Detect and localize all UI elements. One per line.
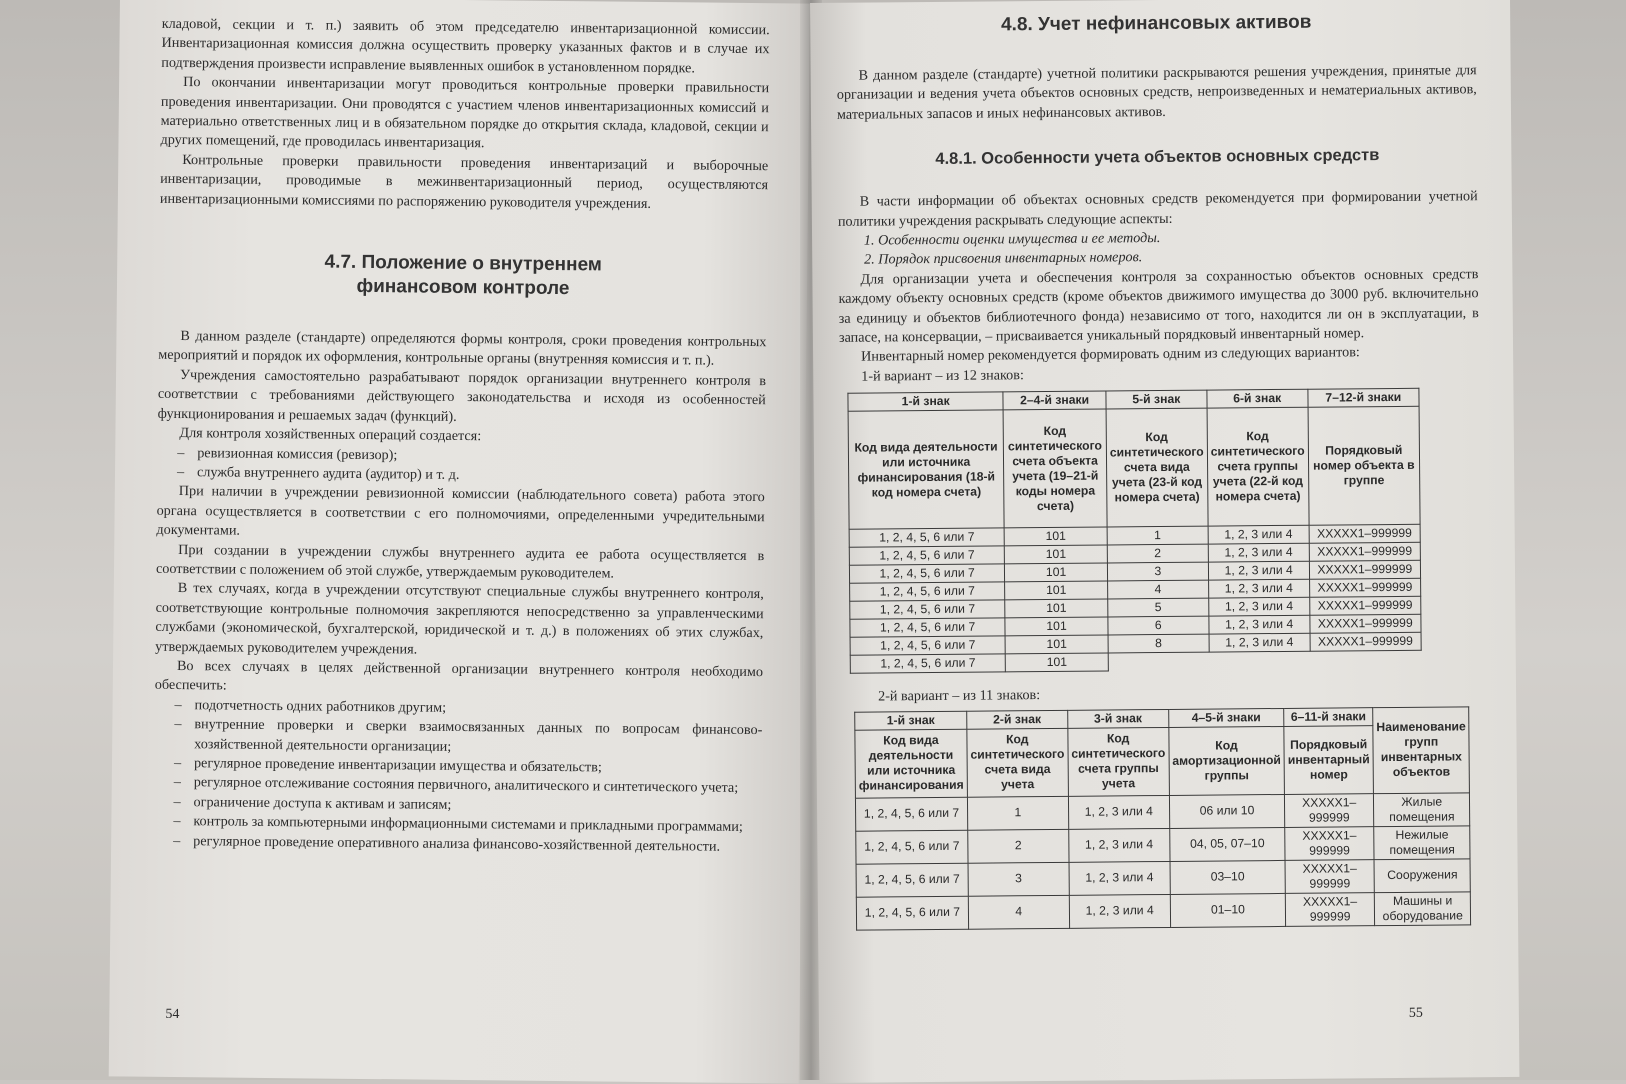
table-cell: XXXXX1–999999	[1285, 859, 1374, 893]
table-cell: 1, 2, 4, 5, 6 или 7	[850, 618, 1005, 637]
table-cell: 03–10	[1170, 860, 1286, 894]
table-header-cell: 5-й знак	[1106, 390, 1207, 409]
page-number-left: 54	[165, 1006, 180, 1023]
table-cell: 1, 2, 3 или 4	[1208, 598, 1309, 617]
table-cell: 1, 2, 4, 5, 6 или 7	[855, 797, 967, 831]
table-header-cell: 1-й знак	[848, 392, 1003, 411]
list-item: – ревизионная комиссия (ревизор);	[177, 444, 765, 470]
table-cell: 1	[1107, 526, 1208, 545]
table-subheader-cell: Порядковый номер объекта в группе	[1308, 407, 1420, 526]
table-cell: 101	[1005, 635, 1108, 654]
table-cell: 1, 2, 3 или 4	[1209, 633, 1310, 652]
table-row	[855, 793, 1470, 831]
table-subheader-cell: Код синтетического счета объекта учета (19–21-й коды номера счета)	[1003, 409, 1107, 528]
list-item: – регулярное проведение инвентаризации имущества и обязательств;	[174, 754, 762, 780]
table-cell: 1, 2, 3 или 4	[1069, 828, 1170, 862]
table-header-cell: 6–11-й знаки	[1284, 707, 1373, 726]
table-cell: 2	[968, 829, 1069, 863]
section-title-4-7	[159, 249, 767, 303]
left-paragraph-4: В данном разделе (стандарте) определяются формы контроля, сроки проведения контрольных мероприятий и порядок их оформления, контрольные органы (внутренняя комиссия и т. п.).	[158, 328, 767, 370]
table-subheader-cell: Код синтетического счета группы учета	[1068, 727, 1169, 796]
table-cell: 1	[967, 796, 1068, 830]
table-header-cell: 3-й знак	[1067, 709, 1168, 728]
table-cell: Машины и оборудование	[1374, 892, 1471, 926]
table-cell	[1310, 651, 1421, 670]
table-subheader-cell: Порядковый инвентарный номер	[1284, 725, 1373, 794]
table-cell: 101	[1005, 653, 1108, 672]
table-row	[856, 859, 1471, 897]
list-item: 1. Особенности оценки имущества и ее методы.	[878, 226, 1478, 251]
table-cell: 1, 2, 4, 5, 6 или 7	[850, 582, 1005, 601]
table-cell	[1209, 651, 1310, 670]
table-subheader-row	[848, 407, 1420, 530]
table-cell: 1, 2, 4, 5, 6 или 7	[849, 546, 1004, 565]
left-list-2	[153, 696, 763, 858]
table-header-cell: 6-й знак	[1207, 390, 1308, 409]
table-cell: 1, 2, 3 или 4	[1208, 580, 1309, 599]
list-item: – ограничение доступа к активам и записям;	[173, 793, 761, 819]
list-item: 2. Порядок присвоения инвентарных номеров.	[878, 246, 1478, 271]
left-paragraph-8: При создании в учреждении службы внутреннего аудита ее работа осуществляется в соответствии с положением об этой службе, утверждаемым руководителем.	[155, 541, 765, 582]
table-cell: 4	[968, 895, 1069, 929]
table-cell: 2	[1107, 544, 1208, 563]
table-cell: 1, 2, 4, 5, 6 или 7	[850, 600, 1005, 619]
table-cell: 101	[1005, 617, 1108, 636]
table-subheader-cell: Код синтетического счета вида учета	[967, 728, 1068, 797]
table-header-cell: Наименование групп инвентарных объектов	[1373, 707, 1470, 794]
table-cell: XXXXX1–999999	[1309, 579, 1420, 598]
table-cell: 8	[1108, 634, 1209, 653]
right-paragraph-3: Для организации учета и обеспечения контроля за сохранностью объектов основных средств каждому объекту основных средств (кроме объектов движимого имущества до 3000 руб. включительно за единицу и объектов библиотечного фонда) независимо от того, находится ли он в эксплуатации, в запасе, на консервации, – присваивается уникальный порядковый инвентарный номер.	[838, 266, 1479, 346]
left-intro-paragraph: кладовой, секции и т. п.) заявить об этом председателю инвентаризационной комиссии. Инвентаризационная комиссия должна осуществить проверку указанных фактов и в случае их подтверждения произвести исправление выявленных ошибок в установленном порядке.	[161, 15, 770, 77]
right-paragraph-4: Инвентарный номер рекомендуется формировать одним из следующих вариантов:	[861, 344, 1360, 366]
table-cell	[1108, 652, 1209, 671]
table-cell: 1, 2, 4, 5, 6 или 7	[849, 528, 1004, 547]
table-cell: 1, 2, 4, 5, 6 или 7	[850, 654, 1005, 673]
left-paragraph-6: Для контроля хозяйственных операций создается:	[179, 425, 482, 445]
table-cell: 1, 2, 3 или 4	[1069, 861, 1170, 895]
variant-2-table	[854, 706, 1471, 930]
list-item: – внутренние проверки и сверки взаимосвязанных данных по вопросам финансово-хозяйственной деятельности организации;	[174, 715, 762, 760]
table-cell: XXXXX1–999999	[1310, 633, 1421, 652]
table-header-cell: 7–12-й знаки	[1308, 389, 1419, 408]
table-row	[856, 826, 1471, 864]
list-item: – служба внутреннего аудита (аудитор) и т. д.	[177, 463, 765, 489]
variant-1-label: 1-й вариант – из 12 знаков:	[861, 367, 1024, 385]
table-cell: 3	[968, 862, 1069, 896]
left-paragraph-7: При наличии в учреждении ревизионной комиссии (наблюдательного совета) работа этого органа осуществляется в соответствии с его полномочиями, определенными учредительными документами.	[156, 483, 765, 539]
list-item: – регулярное проведение оперативного анализа финансово-хозяйственной деятельности.	[173, 832, 761, 858]
table-cell: Нежилые помещения	[1374, 826, 1471, 860]
table-row	[856, 892, 1471, 930]
left-paragraph-5: Учреждения самостоятельно разрабатывают порядок организации внутреннего контроля в соответствии с требованиями действующего законодательства и исходя из особенностей функционирования и решаемых задач (функций).	[157, 366, 767, 425]
left-page	[109, 0, 810, 1084]
table-cell: 1, 2, 4, 5, 6 или 7	[849, 564, 1004, 583]
table-cell: 1, 2, 4, 5, 6 или 7	[856, 863, 968, 897]
list-item: – подотчетность одних работников другим;	[174, 696, 762, 722]
table-cell: XXXXX1–999999	[1285, 793, 1374, 827]
table-cell: 1, 2, 3 или 4	[1068, 795, 1169, 829]
section-title-4-7-line2: финансовом контроле	[356, 275, 570, 300]
table-subheader-cell: Код вида деятельности или источника финансирования	[855, 729, 967, 798]
table-cell: 101	[1005, 545, 1108, 564]
table-cell: 1, 2, 3 или 4	[1209, 615, 1310, 634]
table-cell: 101	[1005, 599, 1108, 618]
table-cell: XXXXX1–999999	[1309, 561, 1420, 580]
table-cell: 4	[1107, 580, 1208, 599]
table-cell: XXXXX1–999999	[1310, 615, 1421, 634]
table-cell: 06 или 10	[1169, 794, 1285, 828]
table-cell: XXXXX1–999999	[1309, 597, 1420, 616]
left-paragraph-3: Контрольные проверки правильности проведения инвентаризаций и выборочные инвентаризации, проводимые в межинвентаризационный период, осуществляются инвентаризационными комиссиями по распоряжению руководителя учреждения.	[159, 151, 769, 212]
table-cell: 04, 05, 07–10	[1169, 827, 1285, 861]
table-cell: 1, 2, 3 или 4	[1208, 526, 1309, 545]
left-paragraph-10: Во всех случаях в целях действенной организации внутреннего контроля необходимо обеспечить:	[154, 657, 764, 694]
table-cell: 101	[1005, 563, 1108, 582]
subsection-title-4-8-1: 4.8.1. Особенности учета объектов основных средств	[935, 146, 1380, 169]
variant-2-label: 2-й вариант – из 11 знаков:	[877, 687, 1041, 705]
table-cell: 101	[1004, 527, 1107, 546]
left-paragraph-9: В тех случаях, когда в учреждении отсутствуют специальные службы внутреннего контроля, соответствующие контрольные полномочия закрепляются непосредственно за управленческими службами (экономической, бухгалтерской, юридической и т. д.) в положениях об этих службах, утверждаемых руководителем учреждения.	[155, 580, 764, 658]
table-header-cell: 2–4-й знаки	[1003, 391, 1106, 410]
aspects-numbered-list	[838, 226, 1478, 270]
right-paragraph-2: В части информации об объектах основных средств рекомендуется при формировании учетной политики учреждения раскрывать следующие аспекты:	[837, 188, 1478, 230]
list-item: – регулярное отслеживание состояния первичного, аналитического и синтетического учета;	[174, 773, 762, 799]
right-page	[810, 0, 1519, 1083]
table-cell: Сооружения	[1374, 859, 1471, 893]
table-cell: 5	[1108, 598, 1209, 617]
table-cell: 1, 2, 4, 5, 6 или 7	[850, 636, 1005, 655]
table-cell: 1, 2, 3 или 4	[1208, 562, 1309, 581]
table-cell: 01–10	[1170, 893, 1286, 927]
table-cell: 101	[1005, 581, 1108, 600]
table-cell: 3	[1107, 562, 1208, 581]
table-subheader-cell: Код синтетического счета вида учета (23-й код номера счета)	[1106, 408, 1208, 527]
table-header-cell: 1-й знак	[855, 711, 967, 730]
table-cell: 1, 2, 3 или 4	[1069, 894, 1170, 928]
table-cell: 1, 2, 3 или 4	[1208, 544, 1309, 563]
list-item: – контроль за компьютерными информационными системами и прикладными программами;	[173, 812, 761, 838]
table-cell: 6	[1108, 616, 1209, 635]
table-header-cell: 4–5-й знаки	[1168, 708, 1284, 727]
table-subheader-cell: Код амортизационной группы	[1169, 726, 1285, 795]
variant-1-table	[847, 388, 1421, 674]
table-subheader-cell: Код синтетического счета группы учета (22-й код номера счета)	[1207, 408, 1309, 527]
table-cell: 1, 2, 4, 5, 6 или 7	[856, 830, 968, 864]
page-number-right: 55	[1408, 1005, 1423, 1021]
table-cell: Жилые помещения	[1373, 793, 1470, 827]
left-list-1	[157, 443, 765, 488]
table-cell: XXXXX1–999999	[1309, 543, 1420, 562]
table-cell: 1, 2, 4, 5, 6 или 7	[856, 896, 968, 930]
table-subheader-cell: Код вида деятельности или источника финансирования (18-й код номера счета)	[848, 410, 1004, 529]
table-cell: XXXXX1–999999	[1285, 826, 1374, 860]
left-paragraph-2: По окончании инвентаризации могут проводиться контрольные проверки правильности проведения инвентаризации. Они проводятся с участием членов инвентаризационных комиссий и материально ответственных лиц и в обязательном порядке до открытия склада, кладовой, секции и других помещений, где проводилась инвентаризация.	[160, 74, 770, 152]
table-cell: XXXXX1–999999	[1309, 525, 1420, 544]
section-title-4-8: 4.8. Учет нефинансовых активов	[1000, 11, 1312, 36]
right-paragraph-1: В данном разделе (стандарте) учетной политики раскрываются решения учреждения, принятые для организации и ведения учета объектов основных средств, непроизведенных и нематериальных активов, материальных запасов и иных нефинансовых активов.	[836, 62, 1477, 123]
table-header-cell: 2-й знак	[967, 710, 1068, 729]
table-cell: XXXXX1–999999	[1286, 892, 1375, 926]
section-title-4-7-line1: 4.7. Положение о внутреннем	[324, 251, 603, 276]
